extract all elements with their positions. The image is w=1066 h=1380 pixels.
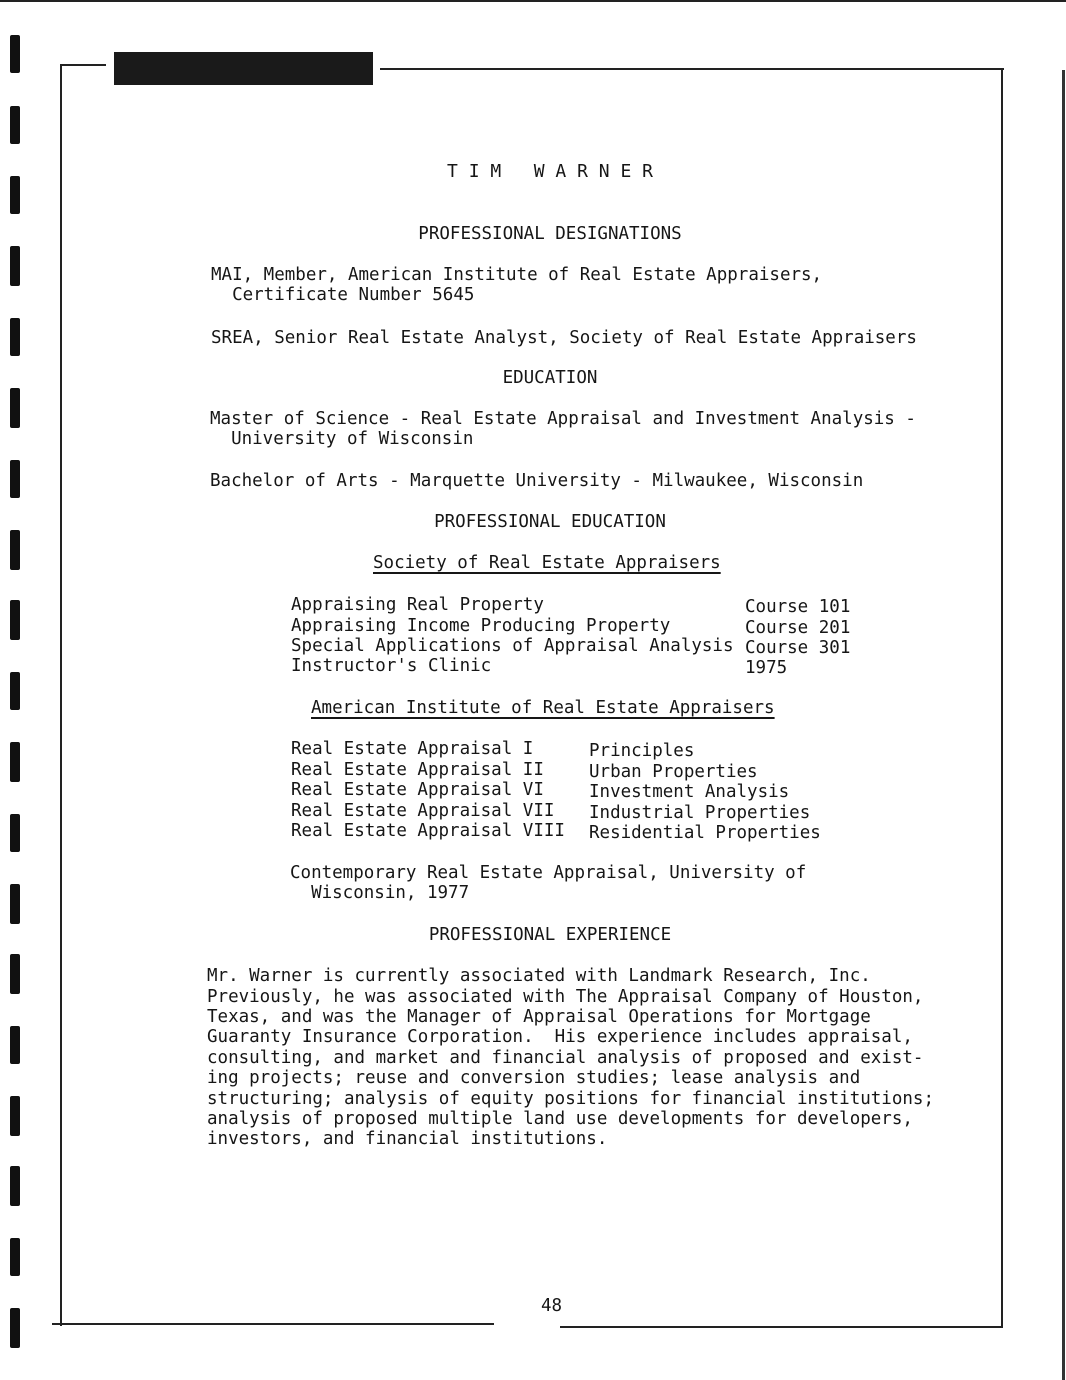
aire-course-name: Real Estate Appraisal I [291, 739, 534, 759]
srea-course-name: Instructor's Clinic [291, 656, 492, 676]
experience-line: analysis of proposed multiple land use developments for developers, [207, 1109, 913, 1129]
srea-section-title: Society of Real Estate Appraisers [373, 553, 721, 573]
education-ms-line-2: University of Wisconsin [210, 429, 474, 449]
aire-section-title: American Institute of Real Estate Appraisers [311, 698, 775, 718]
person-name: T I M W A R N E R [447, 161, 653, 182]
srea-course-code: 1975 [745, 658, 788, 678]
aire-course-topic: Principles [589, 741, 695, 761]
experience-line: ing projects; reuse and conversion studies; lease analysis and [207, 1068, 861, 1088]
header-redaction-bar [114, 52, 373, 85]
aire-course-name: Real Estate Appraisal VI [291, 780, 544, 800]
srea-course-name: Appraising Real Property [291, 595, 544, 615]
aire-course-topic: Residential Properties [589, 823, 821, 843]
experience-line: consulting, and market and financial analysis of proposed and exist- [207, 1048, 924, 1068]
experience-line: Mr. Warner is currently associated with Landmark Research, Inc. [207, 966, 871, 986]
education-ba: Bachelor of Arts - Marquette University - Milwaukee, Wisconsin [210, 471, 864, 491]
experience-line: Previously, he was associated with The Appraisal Company of Houston, [207, 987, 924, 1007]
srea-course-code: Course 301 [745, 638, 851, 658]
experience-heading: PROFESSIONAL EXPERIENCE [428, 925, 672, 945]
aire-course-topic: Investment Analysis [589, 782, 790, 802]
srea-course-code: Course 201 [745, 618, 851, 638]
education-heading: EDUCATION [502, 368, 598, 388]
experience-line: investors, and financial institutions. [207, 1129, 608, 1149]
designation-mai-line-2: Certificate Number 5645 [211, 285, 475, 305]
srea-course-code: Course 101 [745, 597, 851, 617]
contemporary-course-line-2: Wisconsin, 1977 [290, 883, 470, 903]
designation-mai-line-1: MAI, Member, American Institute of Real Estate Appraisers, [211, 265, 823, 285]
srea-course-name: Special Applications of Appraisal Analysis [291, 636, 734, 656]
aire-course-topic: Industrial Properties [589, 803, 811, 823]
designation-srea: SREA, Senior Real Estate Analyst, Society of Real Estate Appraisers [211, 328, 917, 348]
srea-course-name: Appraising Income Producing Property [291, 616, 671, 636]
designations-heading: PROFESSIONAL DESIGNATIONS [418, 224, 682, 244]
experience-line: Guaranty Insurance Corporation. His experience includes appraisal, [207, 1027, 913, 1047]
experience-line: Texas, and was the Manager of Appraisal Operations for Mortgage [207, 1007, 871, 1027]
experience-line: structuring; analysis of equity positions for financial institutions; [207, 1089, 934, 1109]
aire-course-topic: Urban Properties [589, 762, 758, 782]
aire-course-name: Real Estate Appraisal II [291, 760, 544, 780]
education-ms-line-1: Master of Science - Real Estate Appraisal and Investment Analysis - [210, 409, 916, 429]
professional-education-heading: PROFESSIONAL EDUCATION [434, 512, 666, 532]
aire-course-name: Real Estate Appraisal VII [291, 801, 555, 821]
contemporary-course-line-1: Contemporary Real Estate Appraisal, University of [290, 863, 807, 883]
aire-course-name: Real Estate Appraisal VIII [291, 821, 565, 841]
page-number: 48 [541, 1296, 563, 1316]
